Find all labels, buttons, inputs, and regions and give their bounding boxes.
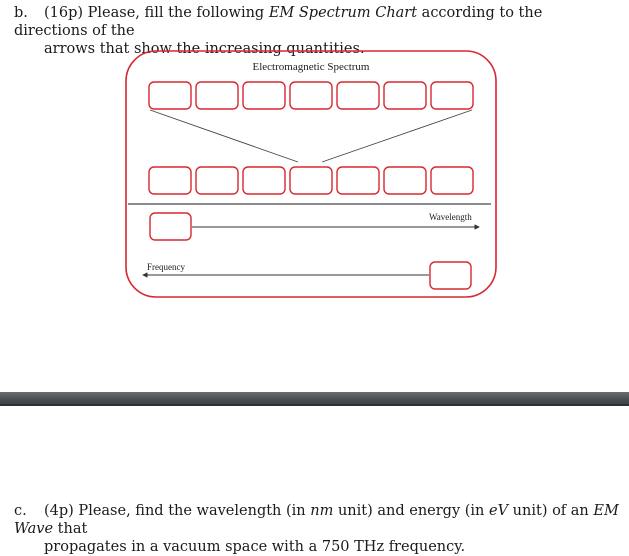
question-b-label: b. <box>14 5 28 21</box>
middle-row-box-5[interactable] <box>337 167 379 194</box>
question-b-points: (16p) <box>44 5 84 21</box>
top-row-box-1[interactable] <box>149 82 191 109</box>
question-c-points: (4p) <box>44 503 74 519</box>
top-row-box-6[interactable] <box>384 82 426 109</box>
question-b-italic: EM Spectrum Chart <box>268 5 418 21</box>
question-c-nm: nm <box>310 503 334 519</box>
middle-row-box-4[interactable] <box>290 167 332 194</box>
middle-row-box-1[interactable] <box>149 167 191 194</box>
top-row-box-5[interactable] <box>337 82 379 109</box>
frequency-label: Frequency <box>147 262 185 272</box>
question-b-line2: arrows that show the increasing quantities. <box>44 41 365 57</box>
page-divider-band <box>0 392 629 406</box>
left-converging-line <box>150 110 298 162</box>
middle-row-box-3[interactable] <box>243 167 285 194</box>
question-c-em-wave: EM Wave <box>14 503 619 537</box>
question-b-text-after: according to the directions of the <box>14 5 543 39</box>
chart-title: Electromagnetic Spectrum <box>252 61 370 73</box>
question-c-ev: eV <box>489 503 509 519</box>
middle-row-box-6[interactable] <box>384 167 426 194</box>
top-row-box-3[interactable] <box>243 82 285 109</box>
wavelength-label: Wavelength <box>429 212 472 222</box>
top-row-boxes <box>149 82 473 109</box>
question-c-text-3: unit) of an <box>508 503 594 519</box>
question-c-text-4: that <box>53 521 88 537</box>
question-c-line1 <box>14 502 622 538</box>
question-c-text-2: unit) and energy (in <box>333 503 489 519</box>
middle-row-box-2[interactable] <box>196 167 238 194</box>
middle-row-box-7[interactable] <box>431 167 473 194</box>
right-converging-line <box>322 110 472 162</box>
wavelength-start-box[interactable] <box>150 213 191 240</box>
question-b-text-before: Please, fill the following <box>83 5 269 21</box>
top-row-box-7[interactable] <box>431 82 473 109</box>
question-c <box>14 502 622 556</box>
top-row-box-4[interactable] <box>290 82 332 109</box>
question-c-text-1: Please, find the wavelength (in <box>73 503 311 519</box>
question-c-line2: propagates in a vacuum space with a 750 THz frequency. <box>44 539 466 555</box>
middle-row-boxes <box>149 167 473 194</box>
top-row-box-2[interactable] <box>196 82 238 109</box>
frequency-start-box[interactable] <box>430 262 471 289</box>
question-c-label: c. <box>14 503 27 519</box>
